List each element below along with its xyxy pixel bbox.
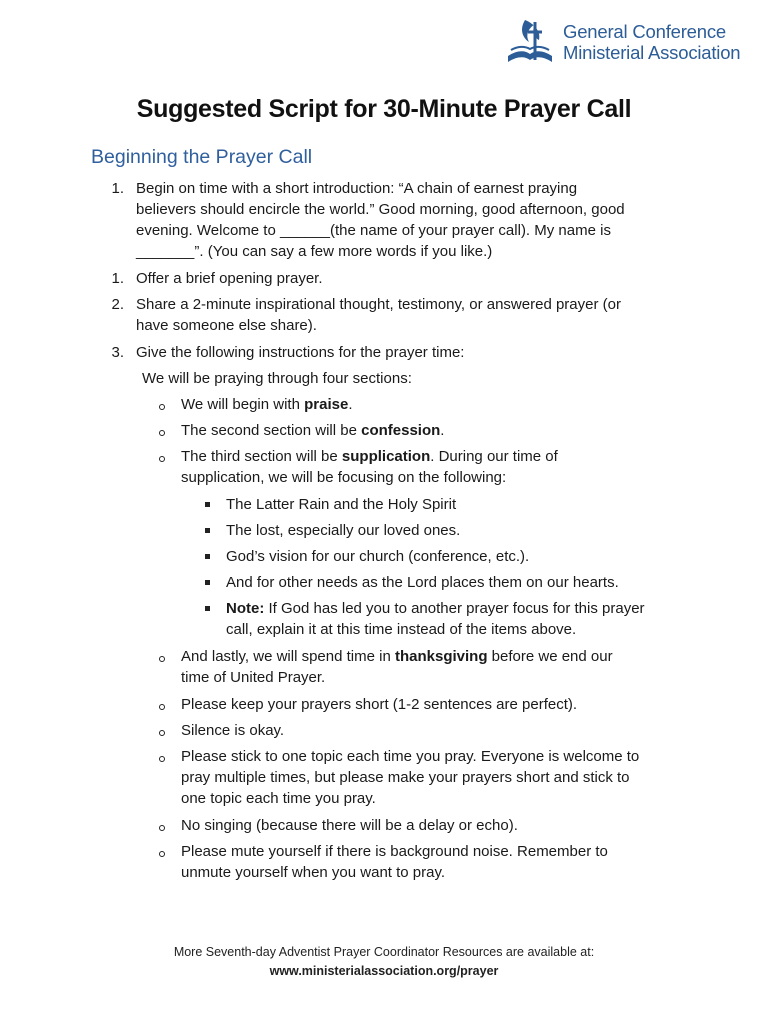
list-text xyxy=(181,646,701,688)
text-line: believers should encircle the world.” Good morning, good afternoon, good xyxy=(136,201,625,218)
note-text xyxy=(226,598,706,640)
list-text xyxy=(181,446,701,488)
list-number: 3. xyxy=(111,344,124,361)
text-line: pray multiple times, but please make your prayers short and stick to xyxy=(181,769,630,786)
list-text xyxy=(136,294,696,336)
circle-bullet-icon xyxy=(159,851,165,857)
circle-bullet-icon xyxy=(159,756,165,762)
text-span: We will begin with xyxy=(181,396,305,413)
text-line: supplication, we will be focusing on the following: xyxy=(181,469,507,486)
list-number: 2. xyxy=(111,296,124,313)
footer-link[interactable]: www.ministerialassociation.org/prayer xyxy=(269,964,499,978)
list-text xyxy=(181,420,701,441)
circle-bullet-icon xyxy=(159,430,165,436)
sub-list-text: God’s vision for our church (conference, etc.). xyxy=(226,548,530,565)
circle-bullet-icon xyxy=(159,704,165,710)
note-label: Note: xyxy=(226,600,265,617)
list-text xyxy=(136,178,696,262)
list-text xyxy=(181,394,701,415)
list-text: Please keep your prayers short (1-2 sentences are perfect). xyxy=(181,696,578,713)
text-line: call, explain it at this time instead of the items above. xyxy=(226,621,577,638)
circle-bullet-icon xyxy=(159,730,165,736)
bold-term: confession xyxy=(361,422,441,439)
list-text: No singing (because there will be a delay or echo). xyxy=(181,817,518,834)
text-span: . xyxy=(348,396,353,413)
flame-cross-book-logo-icon xyxy=(505,16,555,70)
square-bullet-icon xyxy=(205,502,210,507)
list-text: Silence is okay. xyxy=(181,722,285,739)
circle-bullet-icon xyxy=(159,656,165,662)
text-line: _______”. (You can say a few more words if you like.) xyxy=(136,243,493,260)
bold-term: supplication xyxy=(341,448,431,465)
text-line: one topic each time you pray. xyxy=(181,790,376,807)
list-number: 1. xyxy=(111,270,124,287)
sub-list-text: The lost, especially our loved ones. xyxy=(226,522,461,539)
list-text: Give the following instructions for the prayer time: xyxy=(136,344,465,361)
intro-line: We will be praying through four sections: xyxy=(142,370,412,387)
text-span: The third section will be xyxy=(181,448,342,465)
sub-list-text: And for other needs as the Lord places them on our hearts. xyxy=(226,574,619,591)
square-bullet-icon xyxy=(205,606,210,611)
text-span: . xyxy=(440,422,445,439)
org-line-2: Ministerial Association xyxy=(563,42,741,63)
text-span: And lastly, we will spend time in xyxy=(181,648,395,665)
circle-bullet-icon xyxy=(159,825,165,831)
text-span: If God has led you to another prayer focus for this prayer xyxy=(264,600,645,617)
sub-list-text: The Latter Rain and the Holy Spirit xyxy=(226,496,457,513)
square-bullet-icon xyxy=(205,580,210,585)
square-bullet-icon xyxy=(205,554,210,559)
footer xyxy=(0,943,768,981)
list-text xyxy=(181,746,701,809)
list-number: 1. xyxy=(111,180,124,197)
section-heading: Beginning the Prayer Call xyxy=(91,146,313,168)
circle-bullet-icon xyxy=(159,456,165,462)
text-line: Please mute yourself if there is background noise. Remember to xyxy=(181,843,608,860)
org-logo xyxy=(505,16,755,72)
footer-text: More Seventh-day Adventist Prayer Coordinator Resources are available at: xyxy=(173,945,595,959)
bold-term: thanksgiving xyxy=(394,648,488,665)
list-text: Offer a brief opening prayer. xyxy=(136,270,323,287)
text-span: before we end our xyxy=(487,648,613,665)
text-span: The second section will be xyxy=(181,422,362,439)
text-line: unmute yourself when you want to pray. xyxy=(181,864,446,881)
text-line: evening. Welcome to ______(the name of your prayer call). My name is xyxy=(136,222,611,239)
text-line: Share a 2-minute inspirational thought, testimony, or answered prayer (or xyxy=(136,296,621,313)
square-bullet-icon xyxy=(205,528,210,533)
text-line: have someone else share). xyxy=(136,317,317,334)
text-span: . During our time of xyxy=(430,448,558,465)
org-line-1: General Conference xyxy=(563,21,726,42)
text-line: Begin on time with a short introduction: “A chain of earnest praying xyxy=(136,180,578,197)
org-name xyxy=(563,21,740,63)
text-line: Please stick to one topic each time you pray. Everyone is welcome to xyxy=(181,748,640,765)
text-line: time of United Prayer. xyxy=(181,669,326,686)
circle-bullet-icon xyxy=(159,404,165,410)
bold-term: praise xyxy=(304,396,349,413)
list-text xyxy=(181,841,701,883)
page-title: Suggested Script for 30-Minute Prayer Call xyxy=(136,95,632,123)
